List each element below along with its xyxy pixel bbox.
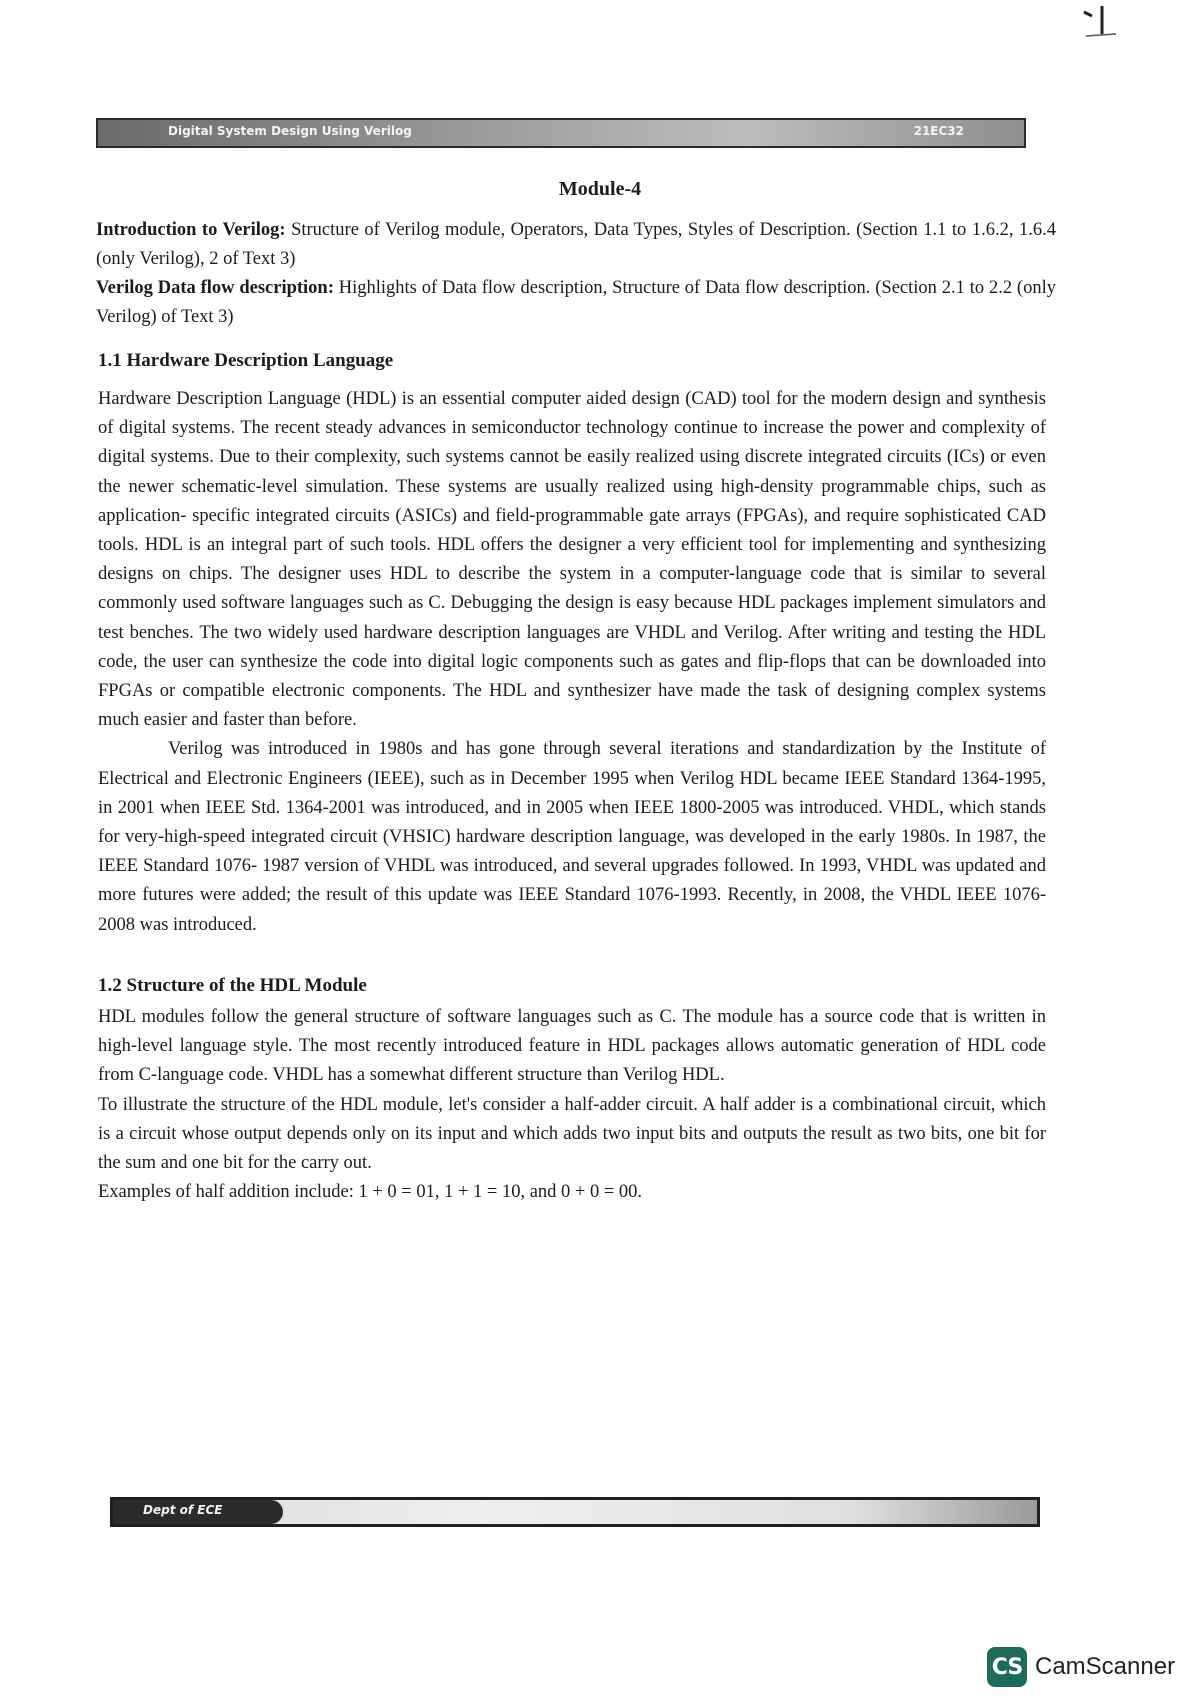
syllabus-line-intro bbox=[96, 216, 1056, 274]
section-1-2-paragraph-3: Examples of half addition include: 1 + 0 = 01, 1 + 1 = 10, and 0 + 0 = 00. bbox=[98, 1182, 643, 1203]
section-1-1-title: 1.1 Hardware Description Language bbox=[98, 350, 394, 371]
syllabus-line-dataflow bbox=[96, 274, 1056, 332]
section-1-1-paragraph-1: Hardware Description Language (HDL) is an essential computer aided design (CAD) tool for the modern design and synthesis of digital systems. The recent steady advances in semiconductor technology continue to increase the power and complexity of digital systems. Due to their complexity, such systems cannot be easily realized using discrete integrated circuits (ICs) or even the newer schematic-level simulation. These systems are usually realized using high-density programmable chips, such as application- specific integrated circuits (ASICs) and field-programmable gate arrays (FPGAs), and require sophisticated CAD tools. HDL is an integral part of such tools. HDL offers the designer a very efficient tool for implementing and synthesizing designs on chips. The designer uses HDL to describe the system in a computer-language code that is similar to several commonly used software languages such as C. Debugging the design is easy because HDL packages implement simulators and test benches. The two widely used hardware description languages are VHDL and Verilog. After writing and testing the HDL code, the user can synthesize the code into digital logic components such as gates and flip-flops that can be downloaded into FPGAs or compatible electronic components. The HDL and synthesizer have made the task of designing complex systems much easier and faster than before. bbox=[98, 389, 1046, 731]
section-1-2-paragraph-1: HDL modules follow the general structure of software languages such as C. The module has a source code that is written in high-level language style. The most recently introduced feature in HDL packages allows automatic generation of HDL code from C-language code. VHDL has a somewhat different structure than Verilog HDL. bbox=[98, 1007, 1046, 1086]
section-1-2-title: 1.2 Structure of the HDL Module bbox=[98, 975, 367, 996]
section-1-1-body bbox=[98, 385, 1046, 940]
section-1-1-paragraph-2: Verilog was introduced in 1980s and has gone through several iterations and standardization by the Institute of Electrical and Electronic Engineers (IEEE), such as in December 1995 when Verilog HDL became IEEE Standard 1364-1995, in 2001 when IEEE Std. 1364-2001 was introduced, and in 2005 when IEEE 1800-2005 was introduced. VHDL, which stands for very-high-speed integrated circuit (VHSIC) hardware description language, was developed in the early 1980s. In 1987, the IEEE Standard 1076- 1987 version of VHDL was introduced, and several upgrades followed. In 1993, VHDL was updated and more futures were added; the result of this update was IEEE Standard 1076-1993. Recently, in 2008, the VHDL IEEE 1076-2008 was introduced. bbox=[98, 739, 1046, 935]
scan-artifact-mark bbox=[1080, 4, 1120, 38]
footer-tab bbox=[113, 1500, 283, 1524]
section-1-2-body bbox=[98, 1003, 1046, 1207]
camscanner-watermark bbox=[987, 1645, 1175, 1689]
module-title: Module-4 bbox=[558, 178, 642, 200]
camscanner-brand-text: CamScanner bbox=[1035, 1653, 1176, 1680]
page-header-band bbox=[96, 118, 1026, 148]
syllabus-label-intro: Introduction to Verilog: bbox=[96, 220, 286, 240]
section-1-2-paragraph-2: To illustrate the structure of the HDL module, let's consider a half-adder circuit. A half adder is a combinational circuit, which is a circuit whose output depends only on its input and which adds two input bits and outputs the result as two bits, one bit for the sum and one bit for the carry out. bbox=[98, 1094, 1046, 1174]
footer-department: Dept of ECE bbox=[143, 1503, 223, 1517]
page-footer-band bbox=[110, 1497, 1040, 1527]
header-course-code: 21EC32 bbox=[913, 124, 964, 138]
module-syllabus bbox=[96, 216, 1056, 332]
syllabus-text-dataflow: Highlights of Data flow description, Structure of Data flow description. (Section 2.1 to 2.2 (only Verilog) of Text 3) bbox=[96, 278, 1056, 327]
syllabus-text-intro: Structure of Verilog module, Operators, Data Types, Styles of Description. (Section 1.1 to 1.6.2, 1.6.4 (only Verilog), 2 of Text 3) bbox=[96, 220, 1056, 269]
syllabus-label-dataflow: Verilog Data flow description: bbox=[96, 278, 334, 298]
header-course-title: Digital System Design Using Verilog bbox=[168, 124, 412, 138]
camscanner-logo-icon: CS bbox=[987, 1647, 1027, 1687]
